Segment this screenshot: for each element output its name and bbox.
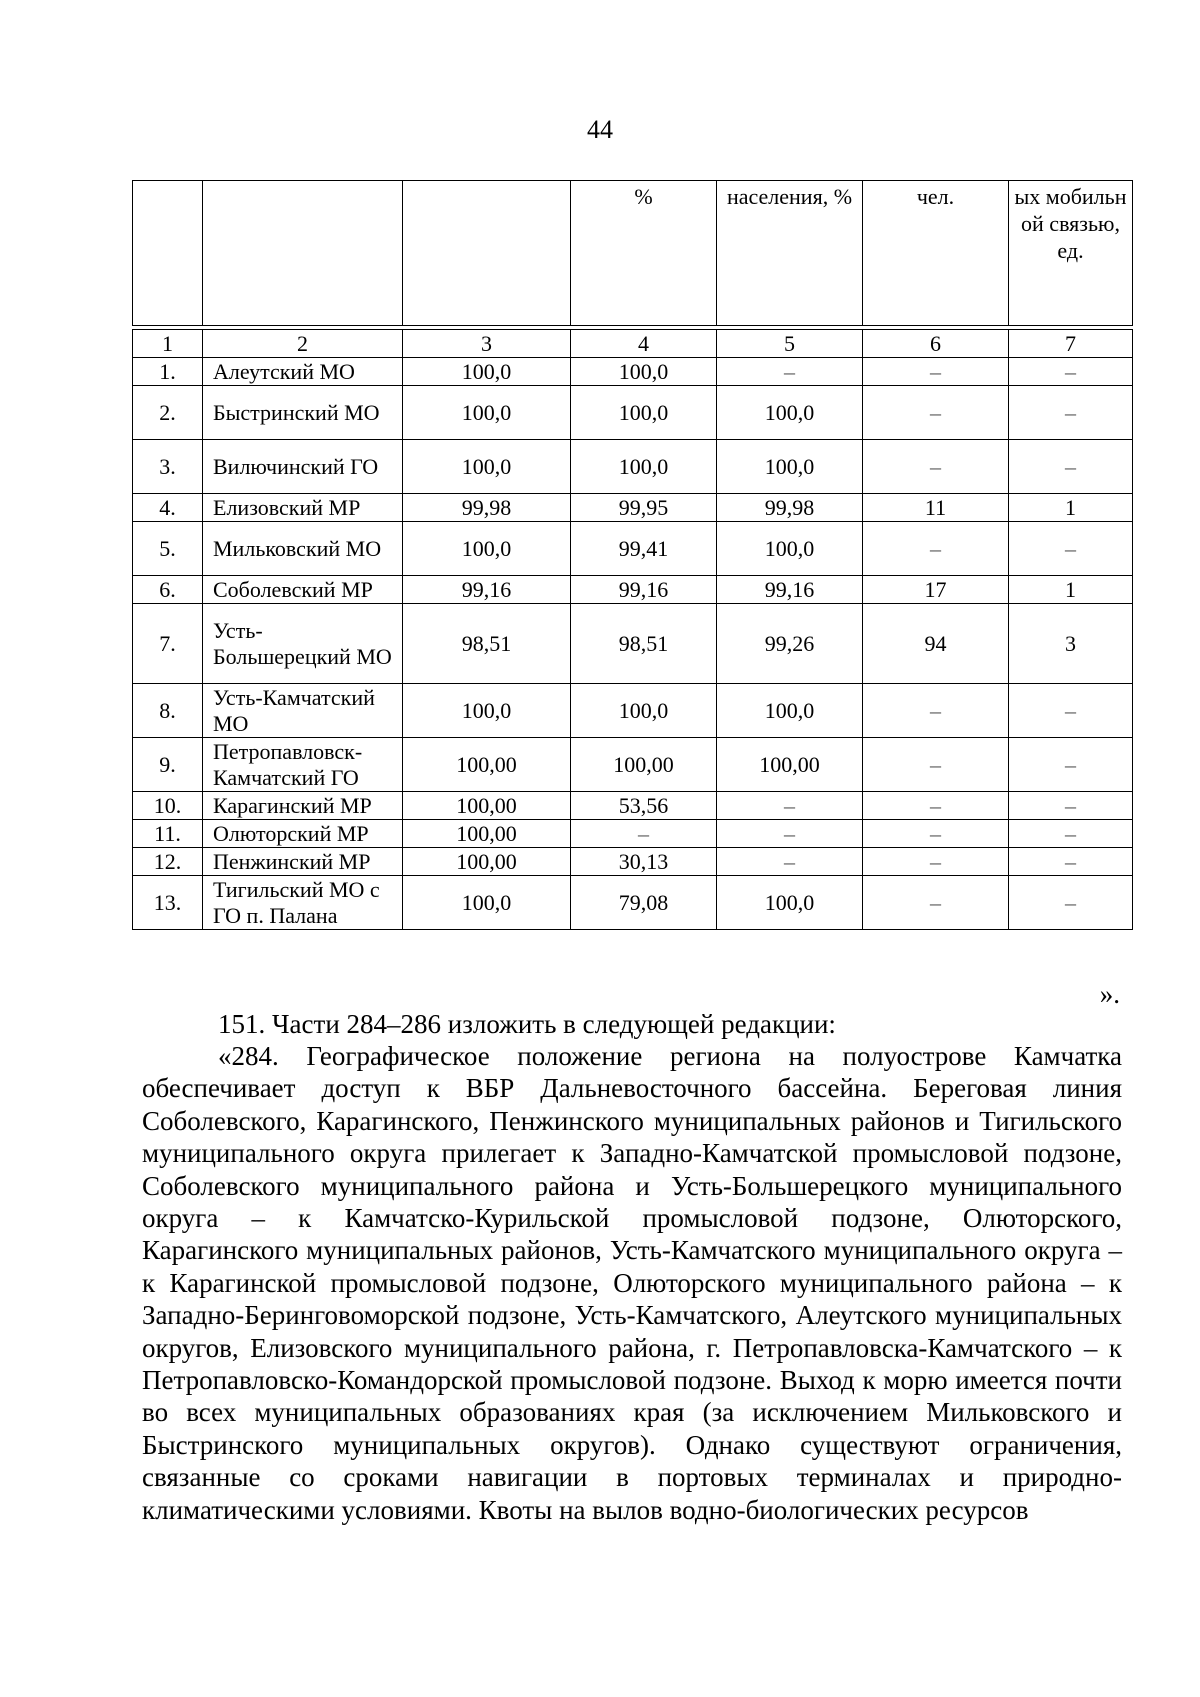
value-cell: – xyxy=(1009,522,1133,576)
column-number: 3 xyxy=(403,330,571,358)
value-cell: – xyxy=(863,358,1009,386)
value-cell: 100,0 xyxy=(403,358,571,386)
table-row xyxy=(133,386,1133,440)
value-cell: – xyxy=(1009,358,1133,386)
table-row xyxy=(133,604,1133,684)
table-row xyxy=(133,738,1133,792)
value-cell: 100,0 xyxy=(571,358,717,386)
table-row xyxy=(133,848,1133,876)
value-cell: – xyxy=(863,738,1009,792)
value-cell: 99,26 xyxy=(717,604,863,684)
item-title: 151. Части 284–286 изложить в следующей редакции: xyxy=(218,1009,836,1039)
value-cell: 100,0 xyxy=(717,440,863,494)
closing-quote: ». xyxy=(1099,979,1120,1009)
header-cell-1 xyxy=(133,181,203,326)
row-number-cell: 5. xyxy=(133,522,203,576)
page-number: 44 xyxy=(587,115,613,144)
value-cell: 79,08 xyxy=(571,876,717,930)
value-cell: – xyxy=(863,792,1009,820)
municipality-name-cell: Мильковский МО xyxy=(203,522,403,576)
value-cell: 99,41 xyxy=(571,522,717,576)
value-cell: – xyxy=(863,386,1009,440)
header-row xyxy=(133,181,1133,326)
value-cell: 99,16 xyxy=(571,576,717,604)
municipality-name-cell: Пенжинский МР xyxy=(203,848,403,876)
table-row xyxy=(133,684,1133,738)
value-cell: 1 xyxy=(1009,494,1133,522)
municipality-name-cell: Алеутский МО xyxy=(203,358,403,386)
value-cell: 11 xyxy=(863,494,1009,522)
municipality-name-cell: Олюторский МР xyxy=(203,820,403,848)
value-cell: 100,0 xyxy=(403,522,571,576)
table-row xyxy=(133,440,1133,494)
value-cell: 3 xyxy=(1009,604,1133,684)
value-cell: 100,0 xyxy=(571,440,717,494)
value-cell: 99,16 xyxy=(717,576,863,604)
value-cell: – xyxy=(1009,386,1133,440)
value-cell: – xyxy=(863,440,1009,494)
value-cell: 100,00 xyxy=(403,848,571,876)
value-cell: – xyxy=(717,358,863,386)
value-cell: 100,00 xyxy=(717,738,863,792)
municipality-name-cell: Соболевский МР xyxy=(203,576,403,604)
table-row xyxy=(133,792,1133,820)
header-cell-5: населения, % xyxy=(717,181,863,326)
value-cell: 100,0 xyxy=(403,684,571,738)
row-number-cell: 9. xyxy=(133,738,203,792)
column-number: 7 xyxy=(1009,330,1133,358)
table-row xyxy=(133,522,1133,576)
value-cell: 100,0 xyxy=(717,684,863,738)
value-cell: 53,56 xyxy=(571,792,717,820)
row-number-cell: 11. xyxy=(133,820,203,848)
value-cell: 100,0 xyxy=(403,440,571,494)
table-row xyxy=(133,820,1133,848)
row-number-cell: 3. xyxy=(133,440,203,494)
value-cell: 100,00 xyxy=(403,792,571,820)
municipality-name-cell: Быстринский МО xyxy=(203,386,403,440)
municipality-name-cell: Усть-Камчатский МО xyxy=(203,684,403,738)
value-cell: – xyxy=(1009,876,1133,930)
value-cell: – xyxy=(1009,440,1133,494)
row-number-cell: 13. xyxy=(133,876,203,930)
table-row xyxy=(133,494,1133,522)
municipality-name-cell: Тигильский МО с ГО п. Палана xyxy=(203,876,403,930)
municipality-name-cell: Усть-Большерецкий МО xyxy=(203,604,403,684)
value-cell: – xyxy=(717,792,863,820)
table-header-continuation xyxy=(132,180,1133,326)
value-cell: 30,13 xyxy=(571,848,717,876)
value-cell: 99,98 xyxy=(403,494,571,522)
value-cell: 100,0 xyxy=(403,876,571,930)
value-cell: 100,0 xyxy=(717,876,863,930)
value-cell: 100,00 xyxy=(571,738,717,792)
value-cell: – xyxy=(717,820,863,848)
table-row xyxy=(133,576,1133,604)
header-cell-4: % xyxy=(571,181,717,326)
value-cell: – xyxy=(863,820,1009,848)
value-cell: 100,0 xyxy=(717,522,863,576)
value-cell: – xyxy=(1009,738,1133,792)
column-number: 1 xyxy=(133,330,203,358)
value-cell: – xyxy=(863,522,1009,576)
row-number-cell: 4. xyxy=(133,494,203,522)
value-cell: – xyxy=(1009,684,1133,738)
row-number-cell: 2. xyxy=(133,386,203,440)
value-cell: – xyxy=(863,848,1009,876)
value-cell: 1 xyxy=(1009,576,1133,604)
value-cell: – xyxy=(863,684,1009,738)
value-cell: 99,16 xyxy=(403,576,571,604)
value-cell: – xyxy=(863,876,1009,930)
municipality-name-cell: Елизовский МР xyxy=(203,494,403,522)
value-cell: 100,0 xyxy=(571,684,717,738)
table-row xyxy=(133,358,1133,386)
value-cell: 17 xyxy=(863,576,1009,604)
header-cell-6: чел. xyxy=(863,181,1009,326)
data-table xyxy=(132,329,1133,930)
body-paragraph: «284. Географическое положение региона на полуострове Камчатка обеспечивает доступ к ВБР Дальневосточного бассейна. Береговая линия Соболевского, Карагинского, Пенжинского муниципальных районов и Тигильского муниципального округа прилегает к Западно-Камчатской промысловой подзоне, Соболевского муниципального района и Усть-Большерецкого муниципального округа – к Камчатско-Курильской промысловой подзоне, Олюторского, Карагинского муниципальных районов, Усть-Камчатского муниципального округа – к Карагинской промысловой подзоне, Олюторского муниципального района – к Западно-Беринговоморской подзоне, Усть-Камчатского, Алеутского муниципальных округов, Елизовского муниципального района, г. Петропавловска-Камчатского – к Петропавловско-Командорской промысловой подзоне. Выход к морю имеется почти во всех муниципальных образованиях края (за исключением Мильковского и Быстринского муниципальных округов). Однако существуют ограничения, связанные со сроками навигации в портовых терминалах и природно-климатическими условиями. Квоты на вылов водно-биологических ресурсов xyxy=(142,1041,1122,1525)
row-number-cell: 7. xyxy=(133,604,203,684)
value-cell: 100,0 xyxy=(571,386,717,440)
value-cell: – xyxy=(717,848,863,876)
column-number: 2 xyxy=(203,330,403,358)
table-body xyxy=(133,330,1133,930)
value-cell: 98,51 xyxy=(403,604,571,684)
value-cell: 99,95 xyxy=(571,494,717,522)
municipality-name-cell: Карагинский МР xyxy=(203,792,403,820)
column-number: 4 xyxy=(571,330,717,358)
column-number-row xyxy=(133,330,1133,358)
header-cell-2 xyxy=(203,181,403,326)
value-cell: – xyxy=(1009,792,1133,820)
row-number-cell: 10. xyxy=(133,792,203,820)
value-cell: – xyxy=(1009,848,1133,876)
value-cell: 100,00 xyxy=(403,820,571,848)
value-cell: – xyxy=(571,820,717,848)
column-number: 6 xyxy=(863,330,1009,358)
municipality-name-cell: Петропавловск-Камчатский ГО xyxy=(203,738,403,792)
header-cell-7: ых мобильн ой связью, ед. xyxy=(1009,181,1133,326)
row-number-cell: 12. xyxy=(133,848,203,876)
value-cell: 94 xyxy=(863,604,1009,684)
value-cell: – xyxy=(1009,820,1133,848)
row-number-cell: 6. xyxy=(133,576,203,604)
value-cell: 98,51 xyxy=(571,604,717,684)
value-cell: 100,00 xyxy=(403,738,571,792)
row-number-cell: 8. xyxy=(133,684,203,738)
value-cell: 100,0 xyxy=(403,386,571,440)
header-cell-3 xyxy=(403,181,571,326)
row-number-cell: 1. xyxy=(133,358,203,386)
value-cell: 99,98 xyxy=(717,494,863,522)
column-number: 5 xyxy=(717,330,863,358)
value-cell: 100,0 xyxy=(717,386,863,440)
municipality-name-cell: Вилючинский ГО xyxy=(203,440,403,494)
table-row xyxy=(133,876,1133,930)
